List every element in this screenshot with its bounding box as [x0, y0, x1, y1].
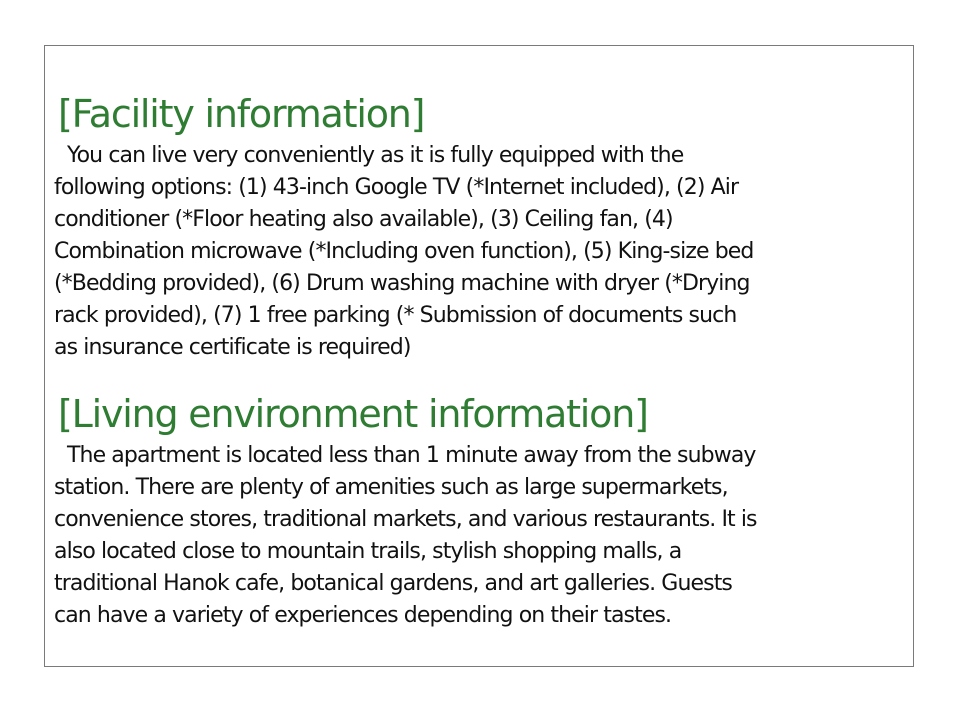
living-line-5: traditional Hanok cafe, botanical gardens, and art galleries. Guests — [54, 571, 732, 596]
facility-line-6: rack provided), (7) 1 free parking (* Submission of documents such — [54, 303, 737, 328]
facility-information-heading: [Facility information] — [58, 92, 425, 136]
facility-line-1: You can live very conveniently as it is fully equipped with the — [67, 143, 684, 168]
facility-information-body — [54, 140, 904, 364]
living-environment-heading: [Living environment information] — [58, 392, 648, 436]
facility-line-3: conditioner (*Floor heating also available), (3) Ceiling fan, (4) — [54, 207, 673, 232]
facility-line-7: as insurance certificate is required) — [54, 335, 411, 360]
facility-line-4: Combination microwave (*Including oven function), (5) King-size bed — [54, 239, 754, 264]
facility-line-5: (*Bedding provided), (6) Drum washing machine with dryer (*Drying — [54, 271, 750, 296]
living-line-6: can have a variety of experiences depending on their tastes. — [54, 603, 672, 628]
living-line-3: convenience stores, traditional markets, and various restaurants. It is — [54, 507, 757, 532]
facility-line-2: following options: (1) 43-inch Google TV (*Internet included), (2) Air — [54, 175, 739, 200]
living-environment-body — [54, 440, 904, 632]
living-line-1: The apartment is located less than 1 minute away from the subway — [67, 443, 756, 468]
living-line-2: station. There are plenty of amenities such as large supermarkets, — [54, 475, 728, 500]
living-line-4: also located close to mountain trails, stylish shopping malls, a — [54, 539, 682, 564]
